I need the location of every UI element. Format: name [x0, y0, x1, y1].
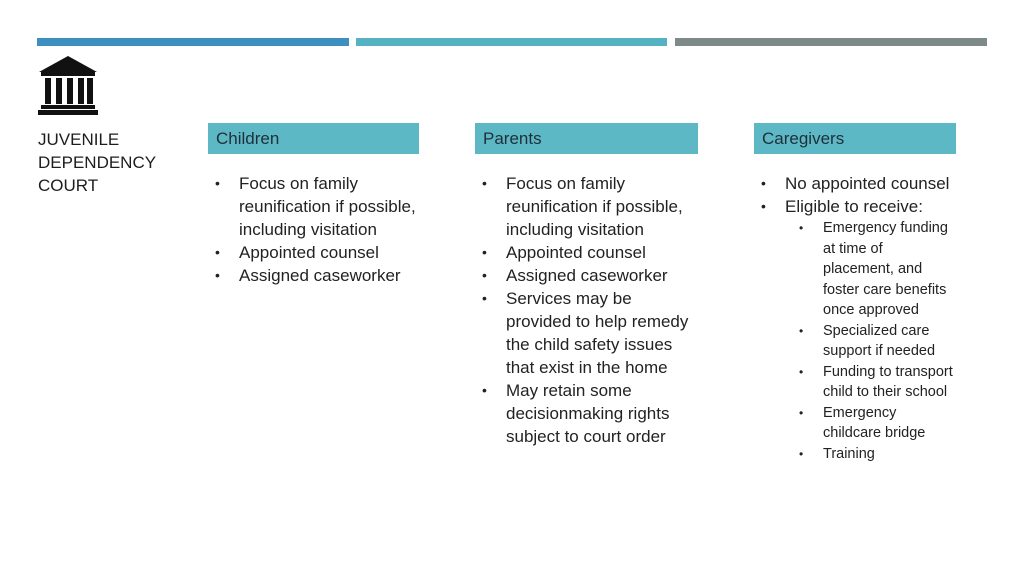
sub-list-item: • Training — [799, 445, 875, 462]
list-item: • Eligible to receive: • Emergency funding at time of placement, and foster care benefits once approved • Specialized care support if needed • Funding to transport child to their school • Emergency childcare bridge • Training — [754, 195, 956, 464]
sub-list-item: • Emergency funding at time of placement, and foster care benefits once approved — [799, 220, 948, 318]
accent-bar-gray — [675, 38, 987, 46]
accent-bar-blue — [37, 38, 349, 46]
list-item: • May retain some decisionmaking rights subject to court order — [482, 381, 670, 446]
list-item: • Assigned caseworker — [215, 266, 401, 285]
list-item: • Services may be provided to help remedy the child safety issues that exist in the home — [482, 289, 689, 377]
list-item: • No appointed counsel — [761, 174, 950, 193]
column-header-children: Children — [208, 123, 419, 154]
list-item: • Appointed counsel — [215, 243, 379, 262]
section-title: JUVENILE DEPENDENCY COURT — [38, 130, 156, 195]
column-caregivers — [754, 123, 956, 464]
parents-list — [475, 172, 698, 448]
list-item: • Focus on family reunification if possible, including visitation — [482, 174, 683, 239]
column-header-parents: Parents — [475, 123, 698, 154]
column-children — [208, 123, 419, 287]
eligible-sublist — [785, 218, 956, 464]
courthouse-icon — [37, 55, 99, 115]
sub-list-item: • Emergency childcare bridge — [799, 404, 926, 441]
column-header-caregivers: Caregivers — [754, 123, 956, 154]
children-list — [208, 172, 419, 287]
caregivers-list — [754, 172, 956, 464]
sub-list-item: • Specialized care support if needed — [799, 322, 936, 359]
column-parents — [475, 123, 698, 448]
list-item: • Assigned caseworker — [482, 266, 668, 285]
list-item: • Appointed counsel — [482, 243, 646, 262]
sub-list-item: • Funding to transport child to their school — [799, 363, 953, 400]
list-item: • Focus on family reunification if possible, including visitation — [215, 174, 416, 239]
accent-bar-teal — [356, 38, 667, 46]
